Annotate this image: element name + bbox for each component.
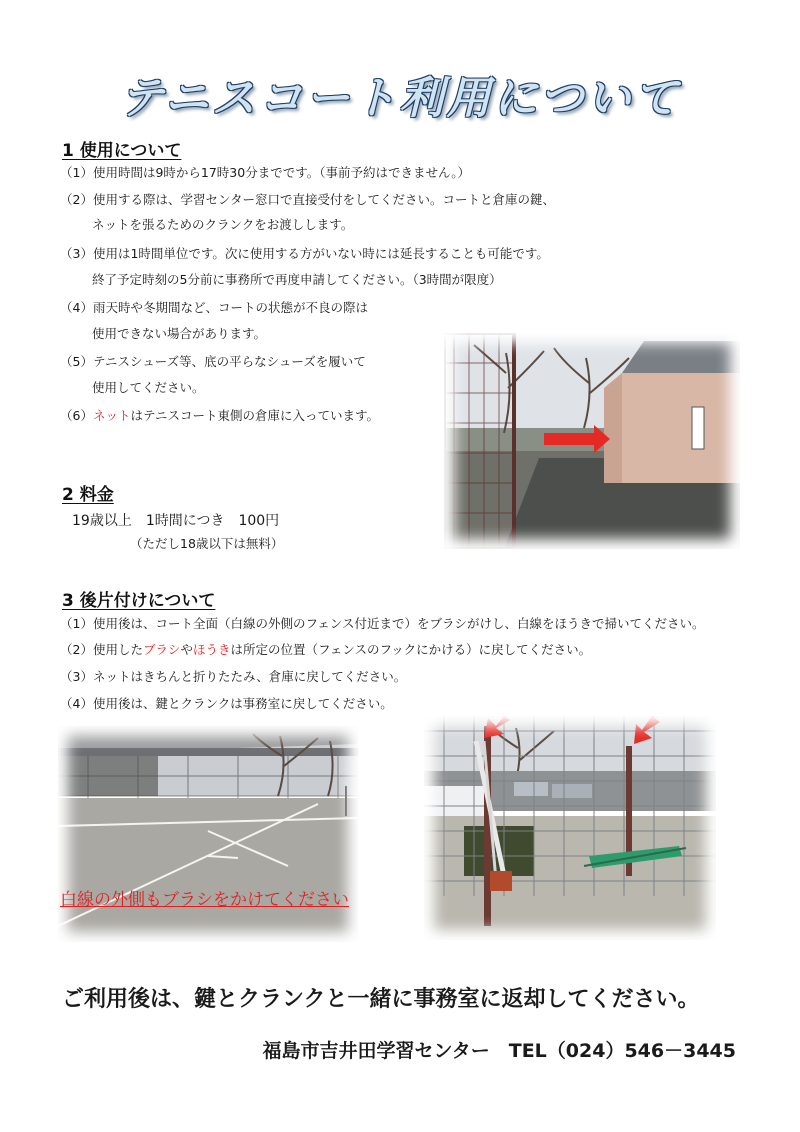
item6-prefix: （6） [60,408,93,423]
section1-item2: （2）使用する際は、学習センター窓口で直接受付をしてください。コートと倉庫の鍵、 [60,192,555,207]
page-title: テニスコート利用について [119,73,681,124]
section1-item5: （5）テニスシューズ等、底の平らなシューズを履いて [60,354,366,369]
brush-caption: 白線の外側もブラシをかけてください [60,890,349,910]
fee-line: 19歳以上 1時間につき 100円 [72,513,280,529]
section1-item2-cont: ネットを張るためのクランクをお渡しします。 [92,217,354,232]
section3-item2 [60,644,591,657]
section1-item3-cont: 終了予定時刻の5分前に事務所で再度申請してください。（3時間が限度） [92,272,502,287]
section3-heading: 3 後片付けについて [62,591,216,611]
section1-item4: （4）雨天時や冬期間など、コートの状態が不良の際は [60,300,368,315]
section3-item4: （4）使用後は、鍵とクランクは事務室に戻してください。 [60,696,393,711]
net-highlight: ネット [92,408,131,423]
section1-item3: （3）使用は1時間単位です。次に使用する方がいない時には延長することも可能です。 [60,246,549,261]
section1-item1: （1）使用時間は9時から17時30分までです。（事前予約はできません。） [60,165,470,180]
section1-item5-cont: 使用してください。 [92,380,205,395]
item6-text: はテニスコート東側の倉庫に入っています。 [130,408,379,423]
section1-item4-cont: 使用できない場合があります。 [92,326,267,341]
broom-highlight: ほうき [193,642,231,657]
section1-item6 [60,410,379,423]
item2-prefix: （2）使用した [60,642,143,657]
storage-shed-photo [444,333,740,549]
return-notice: ご利用後は、鍵とクランクと一緒に事務室に返却してください。 [62,987,700,1012]
item2-ya: や [180,642,193,657]
fence-hooks-photo [424,716,716,940]
section1-heading: 1 使用について [62,141,182,161]
item2-text: は所定の位置（フェンスのフックにかける）に戻してください。 [230,642,592,657]
fee-note: （ただし18歳以下は無料） [130,536,284,551]
contact-info: 福島市吉井田学習センター TEL（024）546－3445 [262,1040,736,1062]
section3-item1: （1）使用後は、コート全面（白線の外側のフェンス付近まで）をブラシがけし、白線をほうきで掃いてください。 [60,616,705,631]
brush-highlight: ブラシ [142,642,181,657]
section3-item3: （3）ネットはきちんと折りたたみ、倉庫に戻してください。 [60,669,407,684]
section2-heading: 2 料金 [62,485,114,505]
